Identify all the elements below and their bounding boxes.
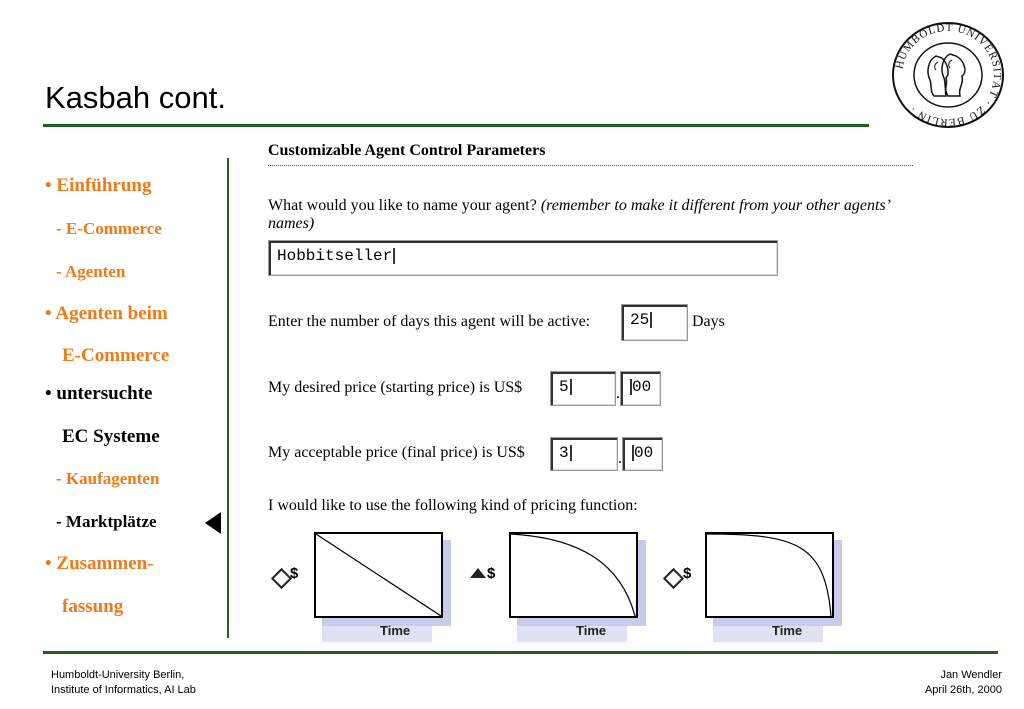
pricing-cubic-y-label: $ <box>683 565 692 582</box>
time-label-shadow <box>517 624 627 642</box>
acceptable-cents-value: 00 <box>634 444 654 462</box>
footer-left <box>51 668 196 698</box>
pricing-quadratic-graph[interactable] <box>509 532 638 618</box>
nav-item-agenten-beim[interactable]: • Agenten beim <box>45 303 168 324</box>
name-question-text: What would you like to name your agent? <box>268 197 537 214</box>
nav-item-agenten-beim-cont[interactable]: E-Commerce <box>62 345 170 366</box>
desired-decimal-sep: . <box>616 385 620 402</box>
text-cursor <box>570 379 572 395</box>
pricing-options <box>270 530 870 640</box>
desired-cents-field[interactable] <box>620 371 661 406</box>
acceptable-dollars-value: 3 <box>559 444 569 462</box>
days-field[interactable] <box>621 304 688 341</box>
nav-item-zusammenfassung[interactable]: • Zusammen- <box>45 553 154 574</box>
name-question <box>268 197 908 233</box>
slide-title: Kasbah cont. <box>45 80 226 115</box>
days-value: 25 <box>630 311 650 329</box>
footer-date: April 26th, 2000 <box>924 684 1002 696</box>
footer-right <box>925 668 1002 698</box>
footer-divider <box>43 651 998 654</box>
quadratic-curve <box>511 534 636 616</box>
nav-item-e-commerce[interactable]: - E-Commerce <box>56 219 162 238</box>
left-triangle-icon <box>205 512 221 534</box>
pricing-cubic-graph[interactable] <box>705 532 834 618</box>
desired-cents-value: 00 <box>632 378 652 396</box>
nav-item-ec-systeme[interactable]: EC Systeme <box>62 426 160 447</box>
days-unit: Days <box>692 313 725 330</box>
pricing-linear-x-label: Time <box>380 623 411 638</box>
footer-author: Jan Wendler <box>940 669 1002 681</box>
agent-name-field[interactable] <box>268 240 778 276</box>
acceptable-dollars-field[interactable] <box>550 437 618 471</box>
time-label-shadow <box>322 624 432 642</box>
time-label-shadow <box>713 624 823 642</box>
pricing-quadratic-x-label: Time <box>576 623 607 638</box>
svg-text:HUMBOLDT UNIVERSITÄT · ZU BERL: HUMBOLDT UNIVERSITÄT · ZU BERLIN · <box>893 21 1004 129</box>
linear-curve <box>316 534 441 616</box>
nav-item-kaufagenten[interactable]: - Kaufagenten <box>56 469 160 488</box>
nav-item-agenten[interactable]: - Agenten <box>56 262 126 281</box>
acceptable-cents-field[interactable] <box>622 437 663 471</box>
pricing-linear-y-label: $ <box>290 565 299 582</box>
acceptable-price-label: My acceptable price (final price) is US$ <box>268 444 525 461</box>
text-cursor <box>393 248 395 264</box>
pricing-option-linear-radio[interactable] <box>271 568 292 589</box>
desired-dollars-field[interactable] <box>550 371 616 406</box>
name-question-hint: (remember to make it different from your other agents’ names) <box>268 197 890 232</box>
nav-item-zusammenfassung-cont[interactable]: fassung <box>62 596 124 617</box>
nav-item-einfuehrung[interactable]: • Einführung <box>45 175 152 196</box>
university-seal-logo <box>888 20 1008 130</box>
footer-department: Institute of Informatics, AI Lab <box>51 684 196 696</box>
nav-item-marktplaetze[interactable]: - Marktplätze <box>56 512 157 531</box>
days-label: Enter the number of days this agent will be active: <box>268 313 591 330</box>
form-heading: Customizable Agent Control Parameters <box>268 142 546 159</box>
agent-name-value: Hobbitseller <box>277 247 393 265</box>
text-cursor <box>570 445 572 461</box>
desired-dollars-value: 5 <box>559 378 569 396</box>
desired-price-label: My desired price (starting price) is US$ <box>268 379 523 396</box>
cubic-curve <box>707 534 832 616</box>
pricing-option-quadratic-radio[interactable] <box>470 568 486 578</box>
pricing-cubic-x-label: Time <box>772 623 803 638</box>
pricing-quadratic-y-label: $ <box>487 565 496 582</box>
acceptable-decimal-sep: . <box>618 450 622 467</box>
heading-dotted-rule <box>268 165 913 166</box>
title-divider <box>43 124 869 127</box>
pricing-function-label: I would like to use the following kind of pricing function: <box>268 497 638 514</box>
nav-divider <box>227 158 229 638</box>
text-cursor <box>650 312 652 328</box>
nav-item-untersuchte[interactable]: • untersuchte <box>45 383 153 404</box>
pricing-option-cubic-radio[interactable] <box>663 568 684 589</box>
pricing-linear-graph[interactable] <box>314 532 443 618</box>
footer-institution: Humboldt-University Berlin, <box>51 669 185 681</box>
